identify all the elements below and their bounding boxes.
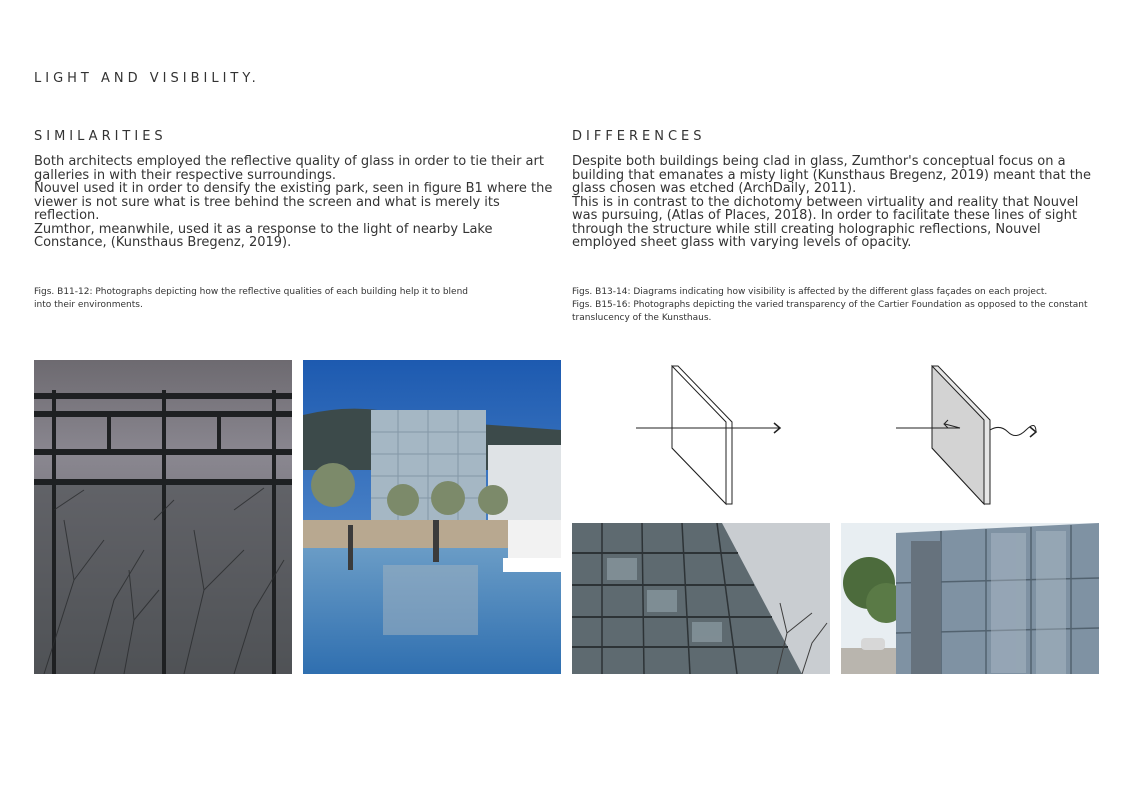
cartier-canopy-photo [34, 360, 292, 674]
kunsthaus-lake-photo [303, 360, 561, 674]
differences-heading: DIFFERENCES [572, 129, 706, 144]
etched-glass-diagram-icon [890, 358, 1060, 510]
diagram-caption: Figs. B13-14: Diagrams indicating how visibility is affected by the different glass façades on each project. [572, 287, 1048, 297]
differences-paragraph: This is in contrast to the dichotomy between virtuality and reality that Nouvel was pursuing, (Atlas of Places, 2018). In order to facilitate these lines of sight through the structure while still creating holographic reflections, Nouvel employed sheet glass with varying levels of opacity. [572, 194, 1079, 250]
page-title: LIGHT AND VISIBILITY. [34, 71, 260, 86]
similarities-paragraph: Both architects employed the reflective quality of glass in order to tie their art galleries in with their respective surroundings. [34, 154, 544, 183]
similarities-caption: Figs. B11-12: Photographs depicting how the reflective qualities of each building help it to blend into their environments. [34, 287, 468, 310]
differences-paragraph: Despite both buildings being clad in glass, Zumthor's conceptual focus on a building that emanates a misty light (Kunsthaus Bregenz, 2019) meant that the glass chosen was etched (ArchDaily, 2011). [572, 154, 1092, 196]
similarities-paragraph: Nouvel used it in order to densify the existing park, seen in figure B1 where the viewer is not sure what is tree behind the screen and what is merely its reflection. [34, 181, 553, 223]
cartier-facade-photo [572, 523, 830, 674]
differences-captions [572, 286, 1107, 325]
clear-glass-diagram [620, 358, 790, 510]
clear-glass-diagram-icon [620, 358, 790, 510]
differences-text [572, 155, 1100, 250]
photo-caption: Figs. B15-16: Photographs depicting the varied transparency of the Cartier Foundation as opposed to the constant translucency of the Kunsthaus. [572, 300, 1088, 323]
etched-glass-diagram [890, 358, 1060, 510]
similarities-heading: SIMILARITIES [34, 129, 167, 144]
similarities-text [34, 155, 562, 250]
similarities-paragraph: Zumthor, meanwhile, used it as a response to the light of nearby Lake Constance, (Kunsthaus Bregenz, 2019). [34, 221, 493, 250]
kunsthaus-facade-photo [841, 523, 1099, 674]
